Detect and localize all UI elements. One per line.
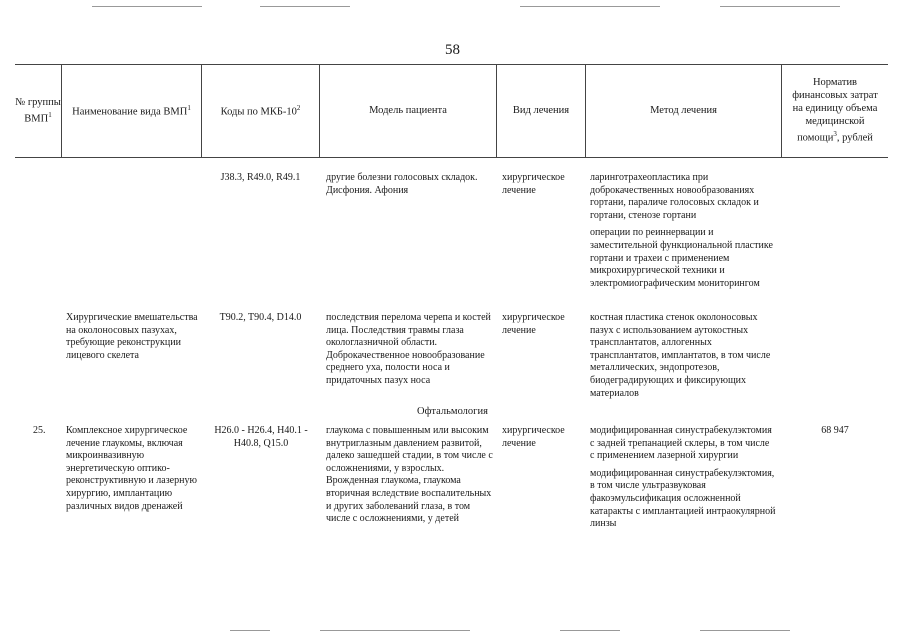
row1-icd-codes: J38.3, R49.0, R49.1 [220, 172, 301, 183]
row2-method-1: костная пластика стенок околоносовых пазух с использованием аутокостных трансплантатов, аллогенных трансплантатов, имплантатов, в том числе металлических, эндопротезов, биодеградирующих и фиксирующих материалов [590, 312, 771, 399]
page-number: 58 [445, 42, 460, 58]
header-group-number: № группы ВМП$^1$ [15, 96, 61, 125]
row3-treatment-type: хирургическое лечение [502, 425, 565, 449]
table-header-bottom-border [15, 157, 888, 158]
scan-artifact-top [720, 6, 840, 7]
header-vmp-name: Наименование вида ВМП$^1$ [72, 104, 191, 118]
row2-icd-codes: T90.2, T90.4, D14.0 [219, 312, 302, 323]
section-heading-ophthalmology: Офтальмология [417, 406, 488, 417]
row2-vmp-name: Хирургические вмешательства на околоносовых пазухах, требующие реконструкции лицевого скелета [66, 312, 198, 361]
row3-method-2: модифицированная синустрабекулэктомия, в том числе ультразвуковая факоэмульсификация осложненной катаракты с имплантацией интраокулярной линзы [590, 467, 776, 530]
row1-method-2: операции по реиннервации и заместительной функциональной пластике гортани и трахеи с применением микрохирургической техники и электромиографическим мониторингом [590, 227, 773, 289]
row3-methods [590, 425, 776, 531]
row3-method-1: модифицированная синустрабекулэктомия с задней трепанацией склеры, в том числе с применением лазерной хирургии [590, 425, 772, 462]
row1-method-1: ларинготрахеопластика при доброкачественных новообразованиях гортани, параличе голосовых складок и гортани, стенозе гортани [590, 172, 759, 221]
scan-artifact-bottom [230, 630, 270, 631]
row3-group-number: 25. [33, 425, 46, 436]
row2-treatment-type: хирургическое лечение [502, 312, 565, 336]
row2-patient-model: последствия перелома черепа и костей лица. Последствия травмы глаза окологлазничной области. Доброкачественное новообразование среднего уха, полости носа и придаточных пазух носа [326, 312, 491, 386]
header-treatment-method: Метод лечения [650, 105, 717, 116]
row3-patient-model: глаукома с повышенным или высоким внутриглазным давлением развитой, далеко зашедшей стадии, в том числе с осложнениями, у взрослых. Врожденная глаукома, глаукома вторичная вследствие воспалительных и других заболеваний глаза, в том числе с осложнениями, у детей [326, 425, 493, 525]
header-treatment-type: Вид лечения [512, 105, 570, 116]
scan-artifact-top [92, 6, 202, 7]
row2-methods [590, 312, 776, 400]
scan-artifact-bottom [560, 630, 620, 631]
header-icd-codes: Коды по МКБ-$10^2$ [220, 104, 301, 118]
scan-artifact-bottom [700, 630, 790, 631]
row3-icd-codes: H26.0 - H26.4, H40.1 - H40.8, Q15.0 [214, 425, 308, 449]
scan-artifact-bottom [320, 630, 470, 631]
row1-treatment-type: хирургическое лечение [502, 172, 565, 196]
scan-artifact-top [520, 6, 660, 7]
row3-financial-norm: 68 947 [821, 425, 849, 436]
scan-artifact-top [260, 6, 350, 7]
header-patient-model: Модель пациента [369, 105, 447, 116]
row3-vmp-name: Комплексное хирургическое лечение глаукомы, включая микроинвазивную энергетическую оптико-реконструктивную и лазерную хирургию, имплантацию различных видов дренажей [66, 425, 197, 512]
header-financial-norm: Норматив финансовых затрат на единицу объема медицинской помощи$^3$, рублей [792, 77, 878, 144]
row1-patient-model: другие болезни голосовых складок. Дисфония. Афония [326, 172, 478, 196]
row1-methods [590, 172, 776, 290]
